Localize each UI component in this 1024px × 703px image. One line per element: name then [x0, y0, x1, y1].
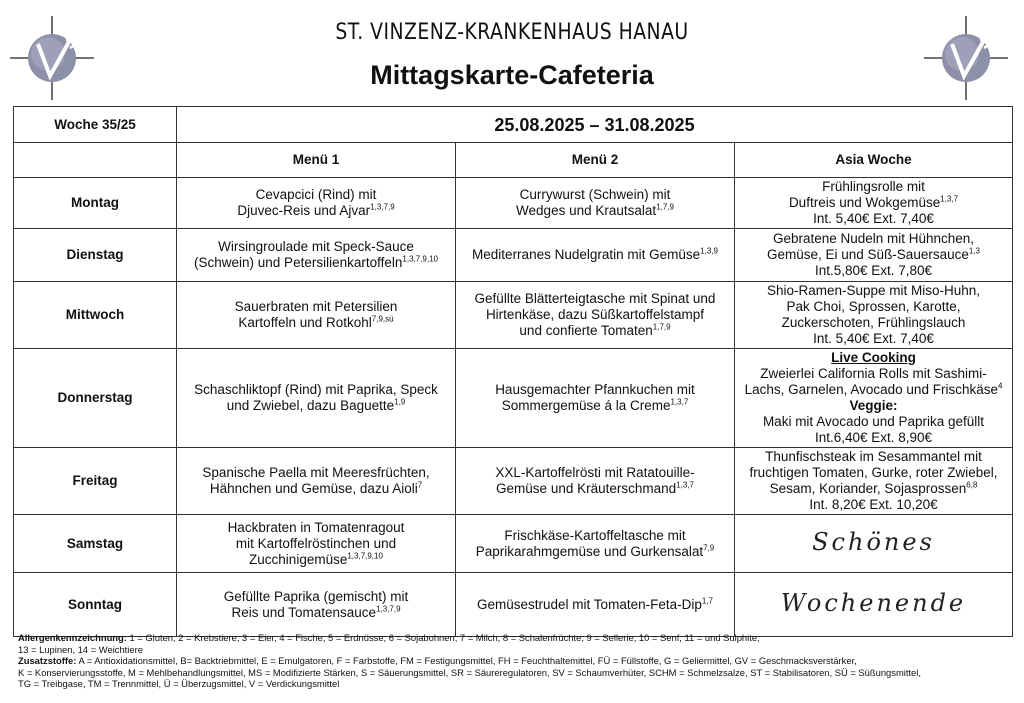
samstag-menu2: [456, 515, 735, 573]
day-montag: Montag: [14, 178, 177, 229]
dienstag-asia: [735, 229, 1013, 282]
footnotes: [18, 632, 1008, 690]
dish-line: Wedges und Krautsalat: [516, 203, 657, 218]
column-header-row: [14, 143, 1013, 178]
sonntag-menu2: [456, 573, 735, 637]
dish-line: Kartoffeln und Rotkohl: [238, 315, 372, 330]
dish-line: Wirsingroulade mit Speck-Sauce: [218, 239, 414, 254]
dish-line: Zucchinigemüse: [249, 551, 348, 567]
montag-menu1: [177, 178, 456, 229]
day-mittwoch: Mittwoch: [14, 282, 177, 349]
price-line: Int.6,40€ Ext. 8,90€: [814, 430, 933, 445]
dish-line: XXL-Kartoffelrösti mit Ratatouille-: [495, 465, 695, 480]
allergen-codes: 1,3,7,9: [376, 604, 401, 613]
dish-line: Currywurst (Schwein) mit: [519, 187, 671, 202]
dish-line: Zuckerschoten, Frühlingslauch: [781, 315, 966, 330]
column-menu2: Menü 2: [456, 143, 735, 178]
montag-asia: [735, 178, 1013, 229]
allergen-text-2: 13 = Lupinen, 14 = Weichtiere: [18, 643, 143, 655]
dish-line: mit Kartoffelröstinchen und: [235, 535, 397, 551]
allergen-codes: 1,3,7,9,10: [347, 551, 383, 560]
allergen-codes: 1,7,9: [656, 202, 674, 212]
dish-line: Frühlingsrolle mit: [822, 179, 925, 194]
page-title: Mittagskarte-Cafeteria: [370, 60, 654, 90]
hospital-name: ST. VINZENZ-KRANKENHAUS HANAU: [335, 20, 689, 45]
dish-line: Hackbraten in Tomatenragout: [227, 519, 405, 535]
column-asia: Asia Woche: [735, 143, 1013, 178]
allergen-codes: 1,9: [394, 397, 406, 407]
allergen-codes: 1,7,9: [652, 322, 671, 332]
allergen-codes: 1,3,7: [670, 397, 689, 407]
dish-line: Sauerbraten mit Petersilien: [234, 299, 398, 314]
dish-line: Frischkäse-Kartoffeltasche mit: [504, 527, 686, 543]
freitag-menu2: [456, 448, 735, 515]
dienstag-menu2: [456, 229, 735, 282]
veggie-label: Veggie:: [849, 398, 898, 413]
dish-line: Reis und Tomatensauce: [231, 604, 377, 620]
allergen-codes: 7: [417, 480, 423, 490]
day-donnerstag: Donnerstag: [14, 349, 177, 448]
donnerstag-menu2: [456, 349, 735, 448]
dish-line: Sommergemüse á la Creme: [501, 398, 671, 413]
allergen-codes: 1,3,9: [700, 246, 718, 256]
live-cooking-label: Live Cooking: [831, 350, 916, 365]
allergen-codes: 7,9,sü: [371, 314, 394, 324]
day-freitag: Freitag: [14, 448, 177, 515]
dish-line: (Schwein) und Petersilienkartoffeln: [194, 255, 403, 270]
freitag-menu1: [177, 448, 456, 515]
price-line: Int. 5,40€ Ext. 7,40€: [813, 331, 934, 346]
table-row: [14, 448, 1013, 515]
allergen-codes: 1,3: [968, 246, 980, 256]
dish-line: Shio-Ramen-Suppe mit Miso-Huhn,: [766, 283, 981, 298]
mittwoch-asia: [735, 282, 1013, 349]
dish-line: Gemüse, Ei und Süß-Sauersauce: [767, 247, 969, 262]
dish-line: Mediterranes Nudelgratin mit Gemüse: [472, 247, 701, 262]
allergen-codes: 1,7: [701, 596, 713, 605]
allergen-codes: 1,3,7,9,10: [402, 254, 438, 264]
menu-table: [13, 106, 1013, 637]
mittwoch-menu1: [177, 282, 456, 349]
dish-line: Pak Choi, Sprossen, Karotte,: [786, 299, 961, 314]
dish-line: und confierte Tomaten: [519, 323, 653, 338]
allergen-codes: 1,3,7: [676, 480, 694, 490]
additive-text-3: TG = Treibgase, TM = Trennmittel, Ü = Überzugsmittel, V = Verdickungsmittel: [18, 678, 340, 690]
dish-line: Zweierlei California Rolls mit Sashimi-: [760, 366, 987, 381]
dish-line: Lachs, Garnelen, Avocado und Frischkäse: [744, 382, 998, 397]
dish-line: und Zwiebel, dazu Baguette: [226, 398, 395, 413]
donnerstag-menu1: [177, 349, 456, 448]
day-dienstag: Dienstag: [14, 229, 177, 282]
weekend-greeting: Wochenende: [780, 588, 967, 617]
dish-line: Maki mit Avocado und Paprika gefüllt: [762, 414, 985, 429]
dish-line: Gemüsestrudel mit Tomaten-Feta-Dip: [477, 596, 702, 612]
week-label: Woche 35/25: [14, 107, 177, 143]
day-sonntag: Sonntag: [14, 573, 177, 637]
allergen-codes: 4: [997, 381, 1003, 391]
dish-line: Hähnchen und Gemüse, dazu Aioli: [209, 481, 418, 496]
allergen-codes: 7,9: [703, 543, 715, 552]
dish-line: Cevapcici (Rind) mit: [255, 187, 377, 202]
donnerstag-asia: [735, 349, 1013, 448]
sonntag-menu1: [177, 573, 456, 637]
column-menu1: Menü 1: [177, 143, 456, 178]
dish-line: Djuvec-Reis und Ajvar: [237, 203, 371, 218]
table-row: [14, 229, 1013, 282]
dish-line: Paprikarahmgemüse und Gurkensalat: [475, 543, 704, 559]
table-row: [14, 573, 1013, 637]
day-samstag: Samstag: [14, 515, 177, 573]
dish-line: Hirtenkäse, dazu Süßkartoffelstampf: [485, 307, 705, 322]
week-row: [14, 107, 1013, 143]
price-line: Int. 8,20€ Ext. 10,20€: [809, 497, 938, 512]
dish-line: Sesam, Koriander, Sojasprossen: [769, 481, 967, 496]
table-row: [14, 178, 1013, 229]
weekend-greeting: Schönes: [812, 527, 935, 556]
dienstag-menu1: [177, 229, 456, 282]
dish-line: Duftreis und Wokgemüse: [788, 195, 941, 210]
allergen-label: Allergenkennzeichnung:: [18, 632, 127, 643]
empty-corner-cell: [14, 143, 177, 178]
allergen-codes: 1,3,7,9: [370, 202, 395, 212]
table-row: [14, 515, 1013, 573]
price-line: Int. 5,40€ Ext. 7,40€: [813, 211, 934, 226]
dish-line: Thunfischsteak im Sesammantel mit: [765, 449, 982, 464]
dish-line: Hausgemachter Pfannkuchen mit: [495, 382, 695, 397]
dish-line: Gefüllte Paprika (gemischt) mit: [223, 588, 409, 604]
mittwoch-menu2: [456, 282, 735, 349]
dish-line: Gebratene Nudeln mit Hühnchen,: [772, 231, 975, 246]
dish-line: Gemüse und Kräuterschmand: [496, 481, 677, 496]
allergen-text: 1 = Gluten, 2 = Krebstiere, 3 = Eier, 4 = Fische, 5 = Erdnüsse, 6 = Sojabohnen, 7 = Milch, 8 = Schalenfrüchte, 9 = Sellerie, 10 = Senf, 11 = und Sulphite,: [129, 632, 760, 643]
samstag-asia: [735, 515, 1013, 573]
sonntag-asia: [735, 573, 1013, 637]
table-row: [14, 282, 1013, 349]
dish-line: Spanische Paella mit Meeresfrüchten,: [202, 465, 430, 480]
additive-text-2: K = Konservierungsstoffe, M = Mehlbehandlungsmittel, MS = Modifizierte Stärken, S = Säuerungsmittel, SR = Säureregulatoren, SV = Schaumverhüter, SCHM = Schmelzsalze, ST = Stabilisatoren, SÜ = Süßungsmittel,: [18, 666, 921, 678]
allergen-codes: 1,3,7: [940, 194, 959, 204]
additive-label: Zusatzstoffe:: [18, 655, 77, 667]
freitag-asia: [735, 448, 1013, 515]
allergen-codes: 6,8: [966, 480, 978, 490]
montag-menu2: [456, 178, 735, 229]
price-line: Int.5,80€ Ext. 7,80€: [814, 263, 933, 278]
samstag-menu1: [177, 515, 456, 573]
dish-line: Gefüllte Blätterteigtasche mit Spinat und: [474, 291, 716, 306]
table-row: [14, 349, 1013, 448]
week-dates: 25.08.2025 – 31.08.2025: [177, 107, 1013, 143]
dish-line: Schaschliktopf (Rind) mit Paprika, Speck: [194, 382, 438, 397]
dish-line: fruchtigen Tomaten, Gurke, roter Zwiebel,: [749, 465, 998, 480]
additive-text: A = Antioxidationsmittel, B= Backtriebmittel, E = Emulgatoren, F = Farbstoffe, FM = Festigungsmittel, FH = Feuchthaltemittel, FÜ = Füllstoffe, G = Geliermittel, GV = Geschmacksverstärker,: [78, 655, 857, 667]
